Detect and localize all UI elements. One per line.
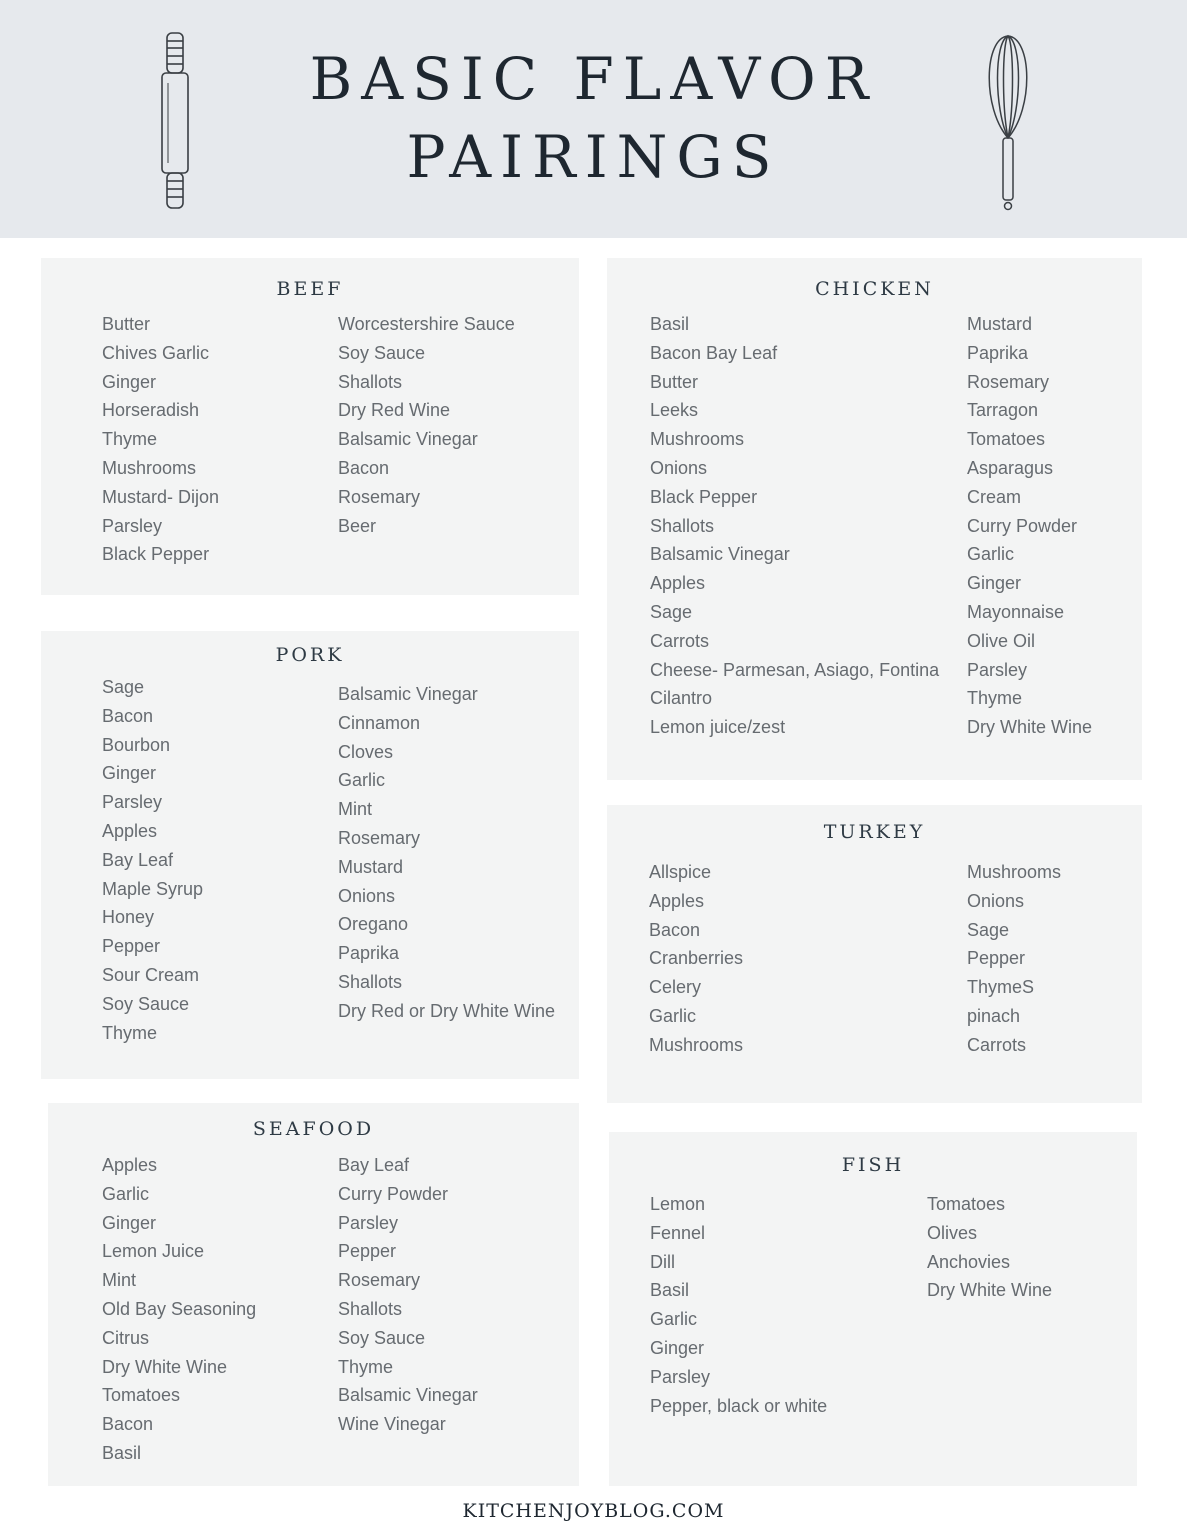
list-item: Thyme <box>338 1356 394 1377</box>
list-item: Soy Sauce <box>102 993 190 1014</box>
list-item: ThymeS <box>967 977 1035 998</box>
list-item: Asparagus <box>967 457 1054 478</box>
list-item: Thyme <box>102 429 158 450</box>
list-item: Shallots <box>338 1298 403 1319</box>
list-item: Sage <box>650 601 693 622</box>
list-item: Bourbon <box>102 734 171 755</box>
list-item: Oregano <box>338 914 409 935</box>
list-item: Basil <box>650 314 690 334</box>
beef-list-left <box>102 310 219 569</box>
list-item: pinach <box>967 1005 1021 1026</box>
list-item: Thyme <box>102 1022 158 1043</box>
list-item: Fennel <box>650 1222 706 1243</box>
list-item: Thyme <box>967 688 1023 709</box>
list-item: Garlic <box>649 1005 697 1026</box>
list-item: Apples <box>650 573 706 594</box>
list-item: Allspice <box>649 862 712 882</box>
list-item: Rosemary <box>338 827 421 848</box>
list-item: Mushrooms <box>649 1034 744 1055</box>
list-item: Ginger <box>102 1212 157 1233</box>
list-item: Black Pepper <box>102 544 210 565</box>
list-item: Bacon <box>102 1414 154 1435</box>
list-item: Shallots <box>650 515 715 536</box>
list-item: Sage <box>102 677 145 697</box>
list-item: Soy Sauce <box>338 342 426 363</box>
list-item: Carrots <box>967 1034 1027 1055</box>
list-item: Mustard <box>338 856 404 877</box>
chicken-list-right <box>967 310 1092 742</box>
pork-title: PORK <box>275 644 345 666</box>
list-item: Citrus <box>102 1327 150 1348</box>
list-item: Onions <box>338 885 396 906</box>
chicken-list-left <box>650 310 939 742</box>
fish-list-left <box>650 1190 827 1420</box>
list-item: Soy Sauce <box>338 1327 426 1348</box>
list-item: Mustard <box>967 314 1033 334</box>
list-item: Pepper <box>338 1241 397 1262</box>
list-item: Butter <box>650 371 699 392</box>
beef-list-right <box>338 310 515 540</box>
list-item: Rosemary <box>338 486 421 507</box>
list-item: Garlic <box>338 770 386 791</box>
list-item: Mint <box>338 799 373 820</box>
list-item: Pepper <box>102 936 161 957</box>
fish-title: FISH <box>841 1154 905 1176</box>
beef-title: BEEF <box>276 278 344 300</box>
list-item: Cranberries <box>649 948 744 969</box>
list-item: Black Pepper <box>650 486 758 507</box>
list-item: Parsley <box>650 1366 711 1387</box>
list-item: Cheese- Parmesan, Asiago, Fontina <box>650 659 940 680</box>
list-item: Balsamic Vinegar <box>338 684 478 704</box>
list-item: Dill <box>650 1251 675 1272</box>
list-item: Celery <box>649 977 702 998</box>
list-item: Ginger <box>967 573 1022 594</box>
list-item: Wine Vinegar <box>338 1414 446 1435</box>
list-item: Lemon juice/zest <box>650 717 786 738</box>
header-banner <box>0 0 1187 238</box>
list-item: Onions <box>650 457 708 478</box>
fish-card <box>609 1132 1137 1486</box>
list-item: Curry Powder <box>338 1183 449 1204</box>
list-item: Olives <box>927 1222 978 1243</box>
pork-card <box>41 631 579 1079</box>
list-item: Dry White Wine <box>102 1356 228 1377</box>
list-item: Onions <box>967 890 1025 911</box>
list-item: Apples <box>649 890 705 911</box>
turkey-title: TURKEY <box>823 821 926 843</box>
list-item: Apples <box>102 1155 158 1175</box>
page-title-line1: BASIC FLAVOR <box>309 45 878 113</box>
list-item: Balsamic Vinegar <box>338 1385 478 1406</box>
turkey-card <box>607 805 1142 1103</box>
seafood-title: SEAFOOD <box>252 1118 375 1140</box>
list-item: Cream <box>967 486 1022 507</box>
list-item: Ginger <box>650 1337 705 1358</box>
list-item: Tomatoes <box>927 1194 1006 1214</box>
list-item: Mushrooms <box>102 457 197 478</box>
list-item: Anchovies <box>927 1251 1011 1272</box>
page-title-line2: PAIRINGS <box>406 123 781 191</box>
list-item: Pepper <box>967 948 1026 969</box>
list-item: Lemon Juice <box>102 1241 205 1262</box>
pork-list-right <box>338 680 555 1026</box>
list-item: Pepper, black or white <box>650 1395 828 1416</box>
list-item: Parsley <box>102 792 163 813</box>
list-item: Mushrooms <box>967 862 1062 882</box>
list-item: Bacon <box>102 705 154 726</box>
list-item: Dry Red or Dry White Wine <box>338 1000 556 1021</box>
list-item: Lemon <box>650 1194 706 1214</box>
seafood-list-right <box>338 1151 478 1439</box>
list-item: Mustard- Dijon <box>102 486 220 507</box>
list-item: Apples <box>102 820 158 841</box>
list-item: Tarragon <box>967 400 1039 421</box>
list-item: Garlic <box>967 544 1015 565</box>
list-item: Carrots <box>650 630 710 651</box>
chicken-title: CHICKEN <box>815 278 934 300</box>
list-item: Garlic <box>102 1183 150 1204</box>
list-item: Butter <box>102 314 151 334</box>
list-item: Olive Oil <box>967 630 1036 651</box>
list-item: Ginger <box>102 763 157 784</box>
list-item: Balsamic Vinegar <box>338 429 478 450</box>
list-item: Parsley <box>102 515 163 536</box>
list-item: Cilantro <box>650 688 713 709</box>
list-item: Parsley <box>338 1212 399 1233</box>
turkey-list-left <box>649 858 743 1060</box>
fish-list-right <box>927 1190 1052 1305</box>
list-item: Rosemary <box>338 1270 421 1291</box>
list-item: Basil <box>650 1280 690 1301</box>
list-item: Worcestershire Sauce <box>338 314 515 334</box>
list-item: Tomatoes <box>967 429 1046 450</box>
list-item: Balsamic Vinegar <box>650 544 790 565</box>
list-item: Bacon <box>338 457 390 478</box>
list-item: Paprika <box>338 943 400 964</box>
list-item: Bay Leaf <box>338 1155 410 1175</box>
list-item: Mushrooms <box>650 429 745 450</box>
list-item: Curry Powder <box>967 515 1078 536</box>
list-item: Bay Leaf <box>102 849 174 870</box>
list-item: Bacon Bay Leaf <box>650 342 778 363</box>
list-item: Garlic <box>650 1309 698 1330</box>
list-item: Leeks <box>650 400 699 421</box>
list-item: Dry Red Wine <box>338 400 451 421</box>
list-item: Sour Cream <box>102 964 200 985</box>
list-item: Dry White Wine <box>967 717 1093 738</box>
turkey-list-right <box>967 858 1061 1060</box>
list-item: Old Bay Seasoning <box>102 1298 257 1319</box>
list-item: Maple Syrup <box>102 878 204 899</box>
list-item: Honey <box>102 907 155 928</box>
list-item: Chives Garlic <box>102 342 210 363</box>
list-item: Rosemary <box>967 371 1050 392</box>
seafood-list-left <box>102 1151 256 1468</box>
list-item: Mayonnaise <box>967 601 1065 622</box>
list-item: Basil <box>102 1442 142 1463</box>
seafood-card <box>48 1103 579 1486</box>
list-item: Dry White Wine <box>927 1280 1053 1301</box>
chicken-card <box>607 258 1142 780</box>
list-item: Shallots <box>338 971 403 992</box>
list-item: Beer <box>338 515 377 536</box>
list-item: Cinnamon <box>338 712 421 733</box>
list-item: Tomatoes <box>102 1385 181 1406</box>
list-item: Sage <box>967 919 1010 940</box>
beef-card <box>41 258 579 595</box>
list-item: Paprika <box>967 342 1029 363</box>
list-item: Horseradish <box>102 400 200 421</box>
whisk-icon <box>980 28 1036 213</box>
list-item: Shallots <box>338 371 403 392</box>
pork-list-left <box>102 673 203 1047</box>
list-item: Bacon <box>649 919 701 940</box>
footer-site-link[interactable]: KITCHENJOYBLOG.COM <box>462 1500 725 1522</box>
list-item: Parsley <box>967 659 1028 680</box>
list-item: Mint <box>102 1270 137 1291</box>
list-item: Ginger <box>102 371 157 392</box>
list-item: Cloves <box>338 741 394 762</box>
